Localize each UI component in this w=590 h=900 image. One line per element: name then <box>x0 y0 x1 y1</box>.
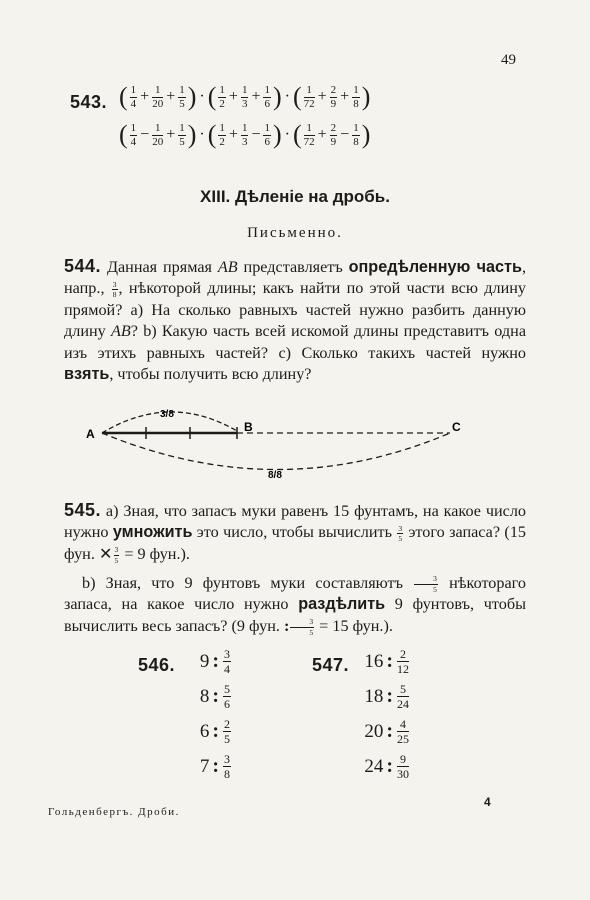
emphasis-text: умножить <box>112 523 193 542</box>
fraction: 3 8 <box>224 752 230 781</box>
fraction: $\frac{1}{6}$ <box>264 83 270 110</box>
division-item <box>364 648 410 675</box>
paren-close: ) <box>187 82 197 111</box>
operator: + <box>317 126 327 143</box>
operator: + <box>340 88 350 105</box>
dividend: 24 <box>364 755 384 777</box>
fraction: $\frac{1}{20}$ <box>152 121 164 148</box>
text-segment: это число, чтобы вычислить <box>192 523 397 542</box>
fraction: 5 6 <box>224 682 230 711</box>
dot-operator: · <box>199 126 205 143</box>
text-segment: представляетъ <box>237 258 349 276</box>
lower-arc <box>102 433 450 470</box>
fraction: 1 4 <box>130 83 137 110</box>
division-sign: : <box>386 650 393 672</box>
fraction: $\frac{1}{6}$ <box>264 121 270 148</box>
paren-open: ( <box>207 82 217 111</box>
dividend: 9 <box>199 650 210 672</box>
page-number: 49 <box>501 52 516 68</box>
operator: + <box>166 88 176 105</box>
footer-author: Гольденбергъ. Дроби. <box>48 806 180 818</box>
fraction: $\frac{2}{9}$ <box>330 83 337 110</box>
fraction: 3 4 <box>224 647 230 676</box>
division-item <box>364 718 410 745</box>
text-segment: = 15 фун.). <box>315 616 393 635</box>
operator: + <box>228 126 238 143</box>
dividend: 18 <box>364 685 384 707</box>
operator: + <box>251 88 261 105</box>
text-segment: , нѣкоторой длины; какъ найти по этой части всю длину прямой? a) На сколько равныхъ частей нужно разбить данную длину <box>64 279 526 341</box>
point-a-label: A <box>86 427 95 441</box>
dot-operator: · <box>284 88 290 105</box>
division-item <box>200 753 232 780</box>
fraction: $\frac{1}{5}$ <box>179 121 185 148</box>
fraction: 1 72 <box>303 121 315 148</box>
text-segment: , чтобы получить всю длину? <box>109 365 312 384</box>
paren-open: ( <box>119 82 128 111</box>
text-segment: этого запаса? (15 фун. <box>64 523 527 563</box>
division-sign: : <box>386 720 393 742</box>
division-sign: : <box>386 685 393 707</box>
operator: + <box>140 88 150 105</box>
text-segment: нѣкотораго запаса, на какое число нужно <box>64 574 527 614</box>
fraction: $\frac{1}{3}$ <box>241 121 248 148</box>
division-item <box>200 683 232 710</box>
division-item <box>200 718 232 745</box>
exercise-546-number: 546. <box>138 655 176 675</box>
fraction: 4 25 <box>397 717 409 746</box>
exercise-544-text <box>64 256 526 385</box>
dot-operator: · <box>284 126 290 143</box>
fraction: 1 4 <box>130 121 137 148</box>
exercise-543-row-2 <box>118 122 371 148</box>
operator: − <box>340 126 350 143</box>
emphasis-text: опредѣленную часть <box>348 258 522 276</box>
fraction: 5 24 <box>397 682 409 711</box>
exercise-543-row-1 <box>118 84 371 110</box>
signature-mark: 4 <box>484 795 491 809</box>
text-segment: , напр., <box>64 258 526 298</box>
dividend: 16 <box>364 650 384 672</box>
text-segment: Данная прямая <box>101 258 218 276</box>
division-sign: : <box>283 616 290 635</box>
division-sign: : <box>386 755 393 777</box>
text-segment: a) Зная, что запасъ муки равенъ 15 фунтамъ, на какое число нужно <box>64 502 526 542</box>
fraction: $\frac{3}{5}$ <box>290 618 314 636</box>
fraction: $\frac{2}{9}$ <box>330 121 337 148</box>
paren-open: ( <box>207 120 217 149</box>
exercise-545-number: 545. <box>64 500 102 520</box>
operator: + <box>228 88 238 105</box>
paren-open: ( <box>292 82 302 111</box>
point-b-label: B <box>244 420 253 434</box>
paren-open: ( <box>119 120 128 149</box>
section-subtitle: Письменно. <box>247 225 343 241</box>
exercise-544-number: 544. <box>64 256 102 276</box>
text-segment: = 9 фун.). <box>120 544 190 563</box>
division-item <box>200 648 232 675</box>
emphasis-text: раздѣлить <box>298 595 386 614</box>
paren-close: ) <box>187 120 197 149</box>
text-segment: b) Зная, что 9 фунтовъ муки составляютъ <box>82 574 414 592</box>
section-title: XIII. Дѣленіе на дробь. <box>200 187 390 206</box>
paren-close: ) <box>361 82 371 111</box>
operator: − <box>140 126 150 143</box>
point-c-label: C <box>452 420 461 434</box>
fraction: $\frac{3}{5}$ <box>114 545 119 565</box>
division-sign: : <box>212 685 219 707</box>
fraction: $\frac{1}{8}$ <box>353 121 359 148</box>
paren-close: ) <box>361 120 371 149</box>
operator: + <box>166 126 176 143</box>
fraction: 2 12 <box>397 647 409 676</box>
upper-arc-label: 3/8 <box>160 409 174 420</box>
line-segment-figure <box>0 398 590 488</box>
division-item <box>364 683 410 710</box>
division-item <box>364 753 410 780</box>
exercise-547-number: 547. <box>312 655 350 675</box>
dividend: 6 <box>199 720 210 742</box>
fraction: 2 5 <box>224 717 230 746</box>
fraction: $\frac{3}{5}$ <box>414 575 438 593</box>
exercise-545-b-text <box>64 573 526 637</box>
exercise-543-number: 543. <box>70 92 108 112</box>
dot-operator: · <box>199 88 205 105</box>
operator: + <box>317 88 327 105</box>
paren-close: ) <box>272 120 282 149</box>
dividend: 7 <box>199 755 210 777</box>
fraction: $\frac{3}{8}$ <box>112 279 117 300</box>
fraction: 1 2 <box>219 121 225 148</box>
emphasis-text: взять <box>64 365 110 384</box>
dividend: 8 <box>199 685 210 707</box>
division-sign: : <box>212 720 219 742</box>
fraction: $\frac{1}{8}$ <box>353 83 359 110</box>
exercise-545-a-text <box>64 500 526 565</box>
fraction: $\frac{3}{5}$ <box>398 523 403 544</box>
times-sign: ✕ <box>98 544 113 563</box>
fraction: $\frac{1}{3}$ <box>241 83 248 110</box>
division-sign: : <box>212 650 219 672</box>
lower-arc-label: 8/8 <box>268 470 282 481</box>
fraction: $\frac{1}{5}$ <box>179 83 185 110</box>
fraction: 1 72 <box>303 83 315 110</box>
fraction: $\frac{1}{20}$ <box>152 83 164 110</box>
text-segment: 9 фунтовъ, чтобы вычислить весь запасъ? (9 фун. <box>64 595 526 635</box>
segment-ab: AB <box>110 322 131 341</box>
dividend: 20 <box>364 720 384 742</box>
fraction: 9 30 <box>397 752 409 781</box>
fraction: 1 2 <box>219 83 225 110</box>
paren-open: ( <box>292 120 302 149</box>
operator: − <box>251 126 261 143</box>
text-segment: ? b) Какую часть всей искомой длины представитъ одна изъ этихъ равныхъ частей? c) Сколько такихъ частей нужно <box>64 322 527 362</box>
segment-ab: AB <box>217 258 238 276</box>
paren-close: ) <box>272 82 282 111</box>
division-sign: : <box>212 755 219 777</box>
